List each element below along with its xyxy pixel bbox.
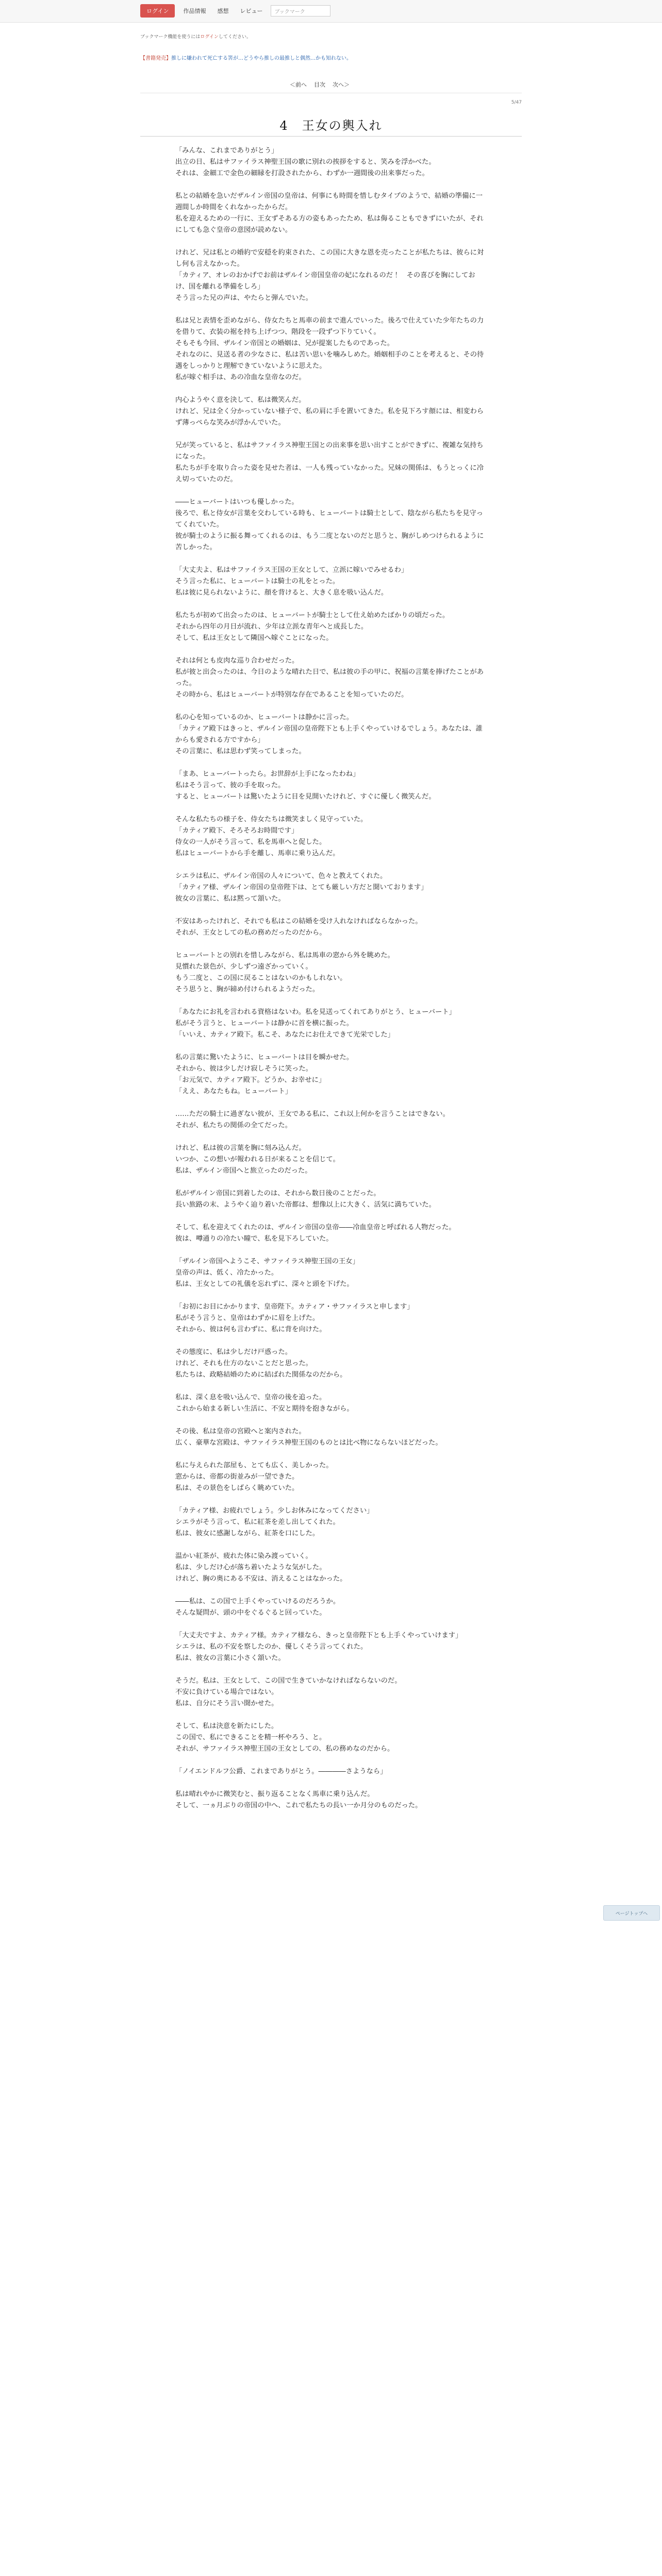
paragraph: 私は、深く息を吸い込んで、皇帝の後を追った。 これから始まる新しい生活に、不安と期待を抱きながら。 (175, 1394, 354, 1413)
paragraph: 私との結婚を急いだザルイン帝国の皇帝は、何事にも時間を惜しむタイプのようで、結婚の準備に一週間しか時間をくれなかったからだ。 私を迎えるための一行に、王女ずそある方の姿もあったため、私は侮ることもできずにいたが、それにしても急ぐ皇帝の意図が読めない。 (175, 192, 484, 234)
paragraph: 「カティア様、お疲れでしょう。少しお休みになってください」 シエラがそう言って、私に紅茶を差し出してくれた。 私は、彼女に感謝しながら、紅茶を口にした。 (175, 1507, 374, 1537)
paragraph: 私たちが初めて出会ったのは、ヒューバートが騎士として仕え始めたばかりの頃だった。 それから四年の月日が流れ、少年は立派な青年へと成長した。 そして、私は王女として隣国へ嫁ぐことになった。 (175, 612, 450, 642)
paragraph: 私は兄と表情を歪めながら、侍女たちと馬車の前まで進んでいった。後ろで仕えていた少年たちの力を借りて、衣装の裾を持ち上げつつ、階段を一段ずつ下りていく。 そもそも今回、ザルイン帝国との婚姻は、兄が提案したものであった。 それなのに、見送る者の少なさに、私は苦い思いを噛みしめた。婚姻相手のことを考えると、その待遇をしっかりと理解できていないように思えた。 私が嫁ぐ相手は、あの冷血な皇帝なのだ。 (175, 317, 484, 381)
paragraph: そうだ。私は、王女として、この国で生きていかなければならないのだ。 不安に負けている場合ではない。 私は、自分にそう言い聞かせた。 (175, 1677, 402, 1707)
prev-link[interactable]: ＜前へ (290, 81, 307, 88)
paragraph: 不安はあったけれど、それでも私はこの結婚を受け入れなければならなかった。 それが、王女としての私の務めだったのだから。 (175, 918, 422, 937)
paragraph: 私は晴れやかに微笑むと、振り返ることなく馬車に乗り込んだ。 そして、一ヵ月ぶりの帝国の中へ、これで私たちの長い一か月分のものだった。 (175, 1790, 422, 1809)
paragraph: 「まあ、ヒューバートったら。お世辞が上手になったわね」 私はそう言って、彼の手を取った。 すると、ヒューバートは驚いたように目を見開いたけれど、すぐに優しく微笑んだ。 (175, 770, 436, 801)
paragraph: 私の言葉に驚いたように、ヒューバートは目を瞬かせた。 それから、彼は少しだけ寂しそうに笑った。 「お元気で、カティア殿下。どうか、お幸せに」 「ええ、あなたもね。ヒューバート」 (175, 1054, 354, 1095)
login-link[interactable]: ログイン (200, 35, 219, 40)
paragraph: 私がザルイン帝国に到着したのは、それから数日後のことだった。 長い旅路の末、ようやく辿り着いた帝都は、想像以上に大きく、活気に満ちていた。 (175, 1190, 436, 1209)
paragraph: 「ザルイン帝国へようこそ、サファイラス神聖王国の王女」 皇帝の声は、低く、冷たかった。 私は、王女としての礼儀を忘れずに、深々と頭を下げた。 (175, 1258, 359, 1288)
paragraph: 「ノイエンドルフ公爵、これまでありがとう。――――さようなら」 (175, 1768, 387, 1775)
paragraph: それは何とも皮肉な巡り合わせだった。 私が彼と出会ったのは、今日のような晴れた日で、私は彼の手の甲に、祝福の言葉を捧げたことがあった。 その時から、私はヒューバートが特別な存在であることを知っていたのだ。 (175, 657, 484, 699)
paragraph: その後、私は皇帝の宮殿へと案内された。 広く、豪華な宮殿は、サファイラス神聖王国のものとは比べ物にならないほどだった。 (175, 1428, 442, 1447)
paragraph: けれど、私は彼の言葉を胸に刻み込んだ。 いつか、この想いが報われる日が来ることを信じて。 私は、ザルイン帝国へと旅立ったのだった。 (175, 1144, 340, 1175)
nav-link-impressions[interactable]: 感想 (217, 8, 229, 14)
page-count: 5/47 (511, 100, 522, 105)
top-nav (0, 0, 662, 23)
paragraph: 私の心を知っているのか、ヒューバートは静かに言った。 「カティア殿下はきっと、ザルイン帝国の皇帝陛下とも上手くやっていけるでしょう。あなたは、誰からも愛される方ですから」 その言葉に、私は思わず笑ってしまった。 (175, 714, 483, 755)
title-divider (140, 136, 522, 137)
paragraph: 内心ようやく意を決して、私は微笑んだ。 けれど、兄は全く分かっていない様子で、私の肩に手を置いてきた。私を見下ろす顔には、相変わらず薄っぺらな笑みが浮かんでいた。 (175, 396, 484, 427)
top-nav-inner (140, 4, 330, 18)
paragraph: 「みんな、これまでありがとう」 出立の日、私はサファイラス神聖王国の歌に別れの挨拶をすると、笑みを浮かべた。 それは、金細工で金色の細縁を打設されたから、わずか一週間後の出来事だった。 (175, 147, 436, 177)
paragraph: ――ヒューバートはいつも優しかった。 後ろで、私と侍女が言葉を交わしている時も、ヒューバートは騎士として、陰ながら私たちを見守ってくれていた。 彼が騎士のように振る舞ってくれるのは、もう二度とないのだと思うと、胸がしめつけられるように苦しかった。 (175, 498, 484, 551)
paragraph: ――私は、この国で上手くやっていけるのだろうか。 そんな疑問が、頭の中をぐるぐると回っていた。 (175, 1598, 340, 1617)
toc-link[interactable]: 目次 (314, 81, 325, 88)
paragraph: そして、私は決意を新たにした。 この国で、私にできることを精一杯やろう、と。 それが、サファイラス神聖王国の王女としての、私の務めなのだから。 (175, 1722, 394, 1753)
paragraph: その態度に、私は少しだけ戸惑った。 けれど、それも仕方のないことだと思った。 私たちは、政略結婚のために結ばれた関係なのだから。 (175, 1348, 347, 1379)
book-notice[interactable] (140, 54, 522, 61)
paragraph: そして、私を迎えてくれたのは、ザルイン帝国の皇帝――冷血皇帝と呼ばれる人物だった。 彼は、噂通りの冷たい瞳で、私を見下ろしていた。 (175, 1224, 456, 1243)
bookmark-search[interactable]: ブックマーク (271, 5, 330, 16)
pager-top (290, 80, 350, 89)
login-button[interactable]: ログイン (140, 4, 175, 18)
login-note-post: してください。 (218, 35, 251, 40)
paragraph: 私に与えられた部屋も、とても広く、美しかった。 窓からは、帝都の街並みが一望できた。 私は、その景色をしばらく眺めていた。 (175, 1462, 333, 1492)
paragraph: けれど、兄は私との婚約で安穏を約束された、この国に大きな恩を売ったことが私たちは、彼らに対し何も言えなかった。 「カティア、オレのおかげでお前はザルイン帝国皇帝の妃になれるのだ！ その喜びを胸にしておけ、国を離れる準備をしろ」 そう言った兄の声は、やたらと弾んでいた。 (175, 249, 484, 302)
paragraph: ……ただの騎士に過ぎない彼が、王女である私に、これ以上何かを言うことはできない。 それが、私たちの関係の全てだった。 (175, 1110, 450, 1129)
notice-text[interactable]: 推しに嫌われて死亡する筈が…どうやら推しの最推しと偶然…かも知れない。 (171, 56, 352, 61)
chapter-title: 4 王女の輿入れ (279, 118, 383, 133)
paragraph: 「大丈夫よ、私はサファイラス王国の王女として、立派に嫁いでみせるわ」 そう言った私に、ヒューバートは騎士の礼をとった。 私は彼に見られないように、顔を背けると、大きく息を吸い込んだ。 (175, 566, 408, 597)
paragraph: ヒューバートとの別れを惜しみながら、私は馬車の窓から外を眺めた。 見慣れた景色が、少しずつ遠ざかっていく。 もう二度と、この国に戻ることはないのかもしれない。 そう思うと、胸が締め付けられるようだった。 (175, 952, 394, 993)
paragraph: 「お初にお目にかかります、皇帝陛下。カティア・サファイラスと申します」 私がそう言うと、皇帝はわずかに眉を上げた。 それから、彼は何も言わずに、私に背を向けた。 (175, 1303, 414, 1333)
chapter-body (175, 145, 485, 1823)
paragraph: 兄が笑っていると、私はサファイラス神聖王国との出来事を思い出すことができずに、複雑な気持ちになった。 私たちが手を取り合った姿を見せた者は、一人も残っていなかった。兄妹の関係は、もうとっくに冷え切っていたのだ。 (175, 442, 484, 483)
login-note (140, 33, 522, 40)
next-link[interactable]: 次へ＞ (333, 81, 350, 88)
paragraph: 温かい紅茶が、疲れた体に染み渡っていく。 私は、少しだけ心が落ち着いたような気がした。 けれど、胸の奥にある不安は、消えることはなかった。 (175, 1552, 347, 1583)
page-top-button[interactable]: ページトップへ (603, 1905, 660, 1921)
nav-link-info[interactable]: 作品情報 (183, 8, 206, 14)
paragraph: 「あなたにお礼を言われる資格はないわ。私を見送ってくれてありがとう、ヒューバート」 私がそう言うと、ヒューバートは静かに首を横に振った。 「いいえ、カティア殿下。私こそ、あなたにお仕えできて光栄でした」 (175, 1008, 456, 1039)
paragraph: そんな私たちの様子を、侍女たちは微笑ましく見守っていた。 「カティア殿下、そろそろお時間です」 侍女の一人がそう言って、私を馬車へと促した。 私はヒューバートから手を離し、馬車に乗り込んだ。 (175, 816, 368, 857)
nav-link-reviews[interactable]: レビュー (240, 8, 263, 14)
login-note-pre: ブックマーク機能を使うには (140, 35, 201, 40)
paragraph: 「大丈夫ですよ、カティア様。カティア様なら、きっと皇帝陛下とも上手くやっていけます」 シエラは、私の不安を察したのか、優しくそう言ってくれた。 私は、彼女の言葉に小さく頷いた。 (175, 1632, 462, 1662)
notice-lead: 【書籍発売】 (140, 56, 171, 61)
paragraph: シエラは私に、ザルイン帝国の人々について、色々と教えてくれた。 「カティア様、ザルイン帝国の皇帝陛下は、とても厳しい方だと聞いております」 彼女の言葉に、私は黙って頷いた。 (175, 872, 428, 903)
